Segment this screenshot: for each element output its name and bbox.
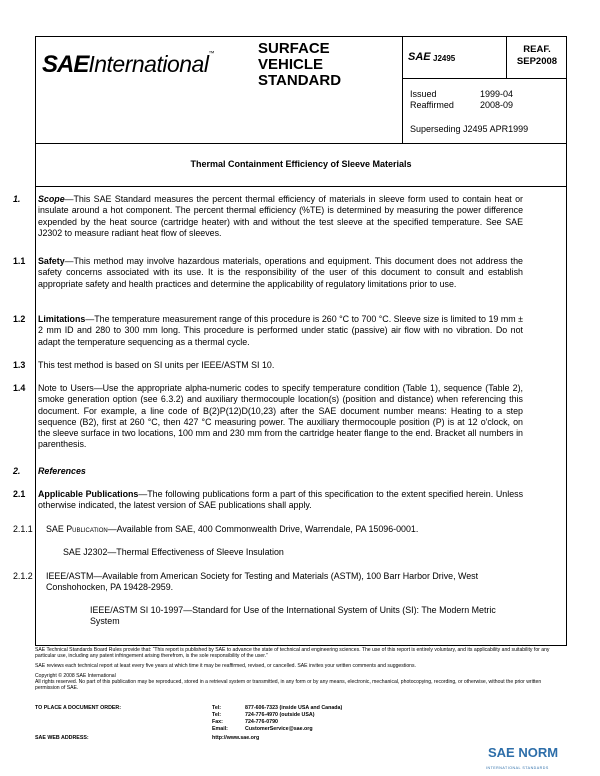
order-label: TO PLACE A DOCUMENT ORDER: (35, 705, 122, 711)
board-rules-text: SAE Technical Standards Board Rules provide that: “This report is published by SAE to advance the state of technical and engineering sciences. The use of this report is entirely voluntary, and its applicability and suitability for any particular use, including any patent infringement arising therefrom, is the sole responsibility of the user.” (35, 647, 550, 660)
publication-lead-smallcaps: ublication (72, 524, 108, 534)
section-number: 2.1 (13, 489, 26, 499)
web-address-link[interactable]: http://www.sae.org (212, 735, 260, 741)
section-number: 2. (13, 466, 21, 476)
publication-lead: SAE P (46, 524, 73, 534)
section-heading: References (38, 466, 86, 476)
reaffirmed-label: Reaffirmed (410, 100, 454, 110)
section-number: 1.4 (13, 383, 26, 393)
section-heading: Limitations (38, 314, 86, 324)
review-text: SAE reviews each technical report at least every five years at which time it may be reaffirmed, revised, or cancelled. SAE invites your written comments and suggestions. (35, 662, 416, 669)
section-number: 2.1.1 (13, 524, 33, 534)
section-number: 2.1.2 (13, 571, 33, 581)
standard-type-line: STANDARD (258, 72, 342, 89)
header-block (36, 37, 566, 144)
section-text: This test method is based on SI units per IEEE/ASTM SI 10. (38, 360, 275, 370)
section-text: —This method may involve hazardous materials, operations and equipment. This document does not address the safety concerns associated with its use. It is the responsibility of the user of this document to consult and establish appropriate safety and health practices and determine the applicability of regulatory limitations prior to use. (38, 256, 523, 289)
section-number: 1.2 (13, 314, 26, 324)
sae-international-logo (42, 51, 214, 79)
copyright-text: Copyright © 2008 SAE International (35, 672, 116, 679)
fax-value: 724-776-0790 (245, 719, 278, 725)
section-heading: Safety (38, 256, 65, 266)
reaffirmed-badge (508, 44, 566, 68)
standard-type-line: SURFACE (258, 40, 330, 57)
standard-type-line: VEHICLE (258, 56, 324, 73)
legal-footer (35, 647, 565, 692)
section-heading: Scope (38, 194, 65, 204)
web-address-label: SAE WEB ADDRESS: (35, 735, 89, 741)
tel-value: 877-606-7323 (inside USA and Canada) (245, 705, 343, 711)
reaf-date: SEP2008 (516, 56, 558, 67)
tel-label: Tel: (212, 705, 222, 711)
document-title: Thermal Containment Efficiency of Sleeve Materials (190, 159, 412, 169)
reaf-label: REAF. (523, 44, 551, 55)
sae-norm-logo (484, 744, 559, 770)
rights-text: All rights reserved. No part of this publication may be reproduced, stored in a retrieval system or transmitted, in any form or by any means, electronic, mechanical, photocopying, recording, or otherwise, without the prior written permission of SAE. (35, 679, 542, 692)
brand-text: SAE NORM (488, 745, 559, 760)
logo-trademark: ™ (208, 51, 215, 57)
reference-ieee-astm-si10: IEEE/ASTM SI 10-1997—Standard for Use of the International System of Units (SI): The Modern Metric System (90, 605, 496, 627)
section-number: 1.1 (13, 256, 26, 266)
doc-sae-mark: SAE (408, 51, 431, 63)
issued-label: Issued (410, 89, 437, 99)
section-number: 1.3 (13, 360, 26, 370)
brand-subtext: INTERNATIONAL STANDARDS (486, 766, 549, 770)
tel-value: 724-776-4970 (outside USA) (245, 712, 315, 718)
section-heading: Applicable Publications (38, 489, 139, 499)
header-divider (402, 78, 566, 79)
section-text: —The following publications form a part of this specification to the extent specified herein. Unless otherwise indicated, the latest version of SAE publications shall apply. (38, 489, 524, 511)
issued-date: 1999-04 (480, 89, 514, 99)
issue-dates (410, 89, 514, 111)
logo-international-text: International (88, 51, 209, 77)
fax-label: Fax: (212, 719, 223, 725)
standard-type (258, 41, 341, 89)
tel-label: Tel: (212, 712, 222, 718)
email-label: Email: (212, 726, 228, 732)
reference-sae-j2302: SAE J2302—Thermal Effectiveness of Sleeve Insulation (63, 547, 284, 557)
superseding-note: Superseding J2495 APR1999 (410, 124, 529, 134)
email-link[interactable]: CustomerService@sae.org (245, 726, 313, 732)
doc-number: J2495 (433, 54, 456, 63)
reaffirmed-date: 2008-09 (480, 100, 514, 110)
section-text: Note to Users—Use the appropriate alpha-numeric codes to specify temperature condition (Table 1), sequence (Table 2), smoke generation option (see 6.3.2) and auxiliary thermocouple location(s) (position and distance) when referencing this document. For example, a line code of B(2)P(12)D(10,23) after the SAE document number means: Heating to a step sequence (B2), first at 260 °C, then 427 °C measuring power. The auxiliary thermocouple position (P) is at 12 o'clock, on the sleeve surface in two locations, 100 mm and 230 mm from the cartridge heater flange to the end. Bracket all numbers in parenthesis. (38, 383, 523, 450)
section-text: —Available from SAE, 400 Commonwealth Drive, Warrendale, PA 15096-0001. (107, 524, 419, 534)
section-text: —This SAE Standard measures the percent thermal efficiency of materials in sleeve form used to contain heat or insulate around a hot component. The percent thermal efficiency (%TE) is determined by measuring the power difference expended by the heat source (cartridge heater) with and without the test sleeve at the specified temperature. See SAE J2302 to measure radiant heat flow of sleeves. (38, 194, 523, 238)
section-text: —The temperature measurement range of this procedure is 260 °C to 700 °C. Sleeve size is limited to 19 mm ± 2 mm ID and 280 to 300 mm long. This procedure is performed under static (passive) air flow with no vibration. Do not adapt the temperature sequencing as a thermal cycle. (38, 314, 523, 347)
logo-sae-text: SAE (42, 51, 89, 78)
header-divider (506, 37, 507, 78)
title-bar (36, 143, 566, 187)
section-number: 1. (13, 194, 21, 204)
section-text: IEEE/ASTM—Available from American Society for Testing and Materials (ASTM), 100 Barr Harbor Drive, West Conshohocken, PA 19428-2959. (46, 571, 479, 593)
header-divider (402, 37, 403, 143)
